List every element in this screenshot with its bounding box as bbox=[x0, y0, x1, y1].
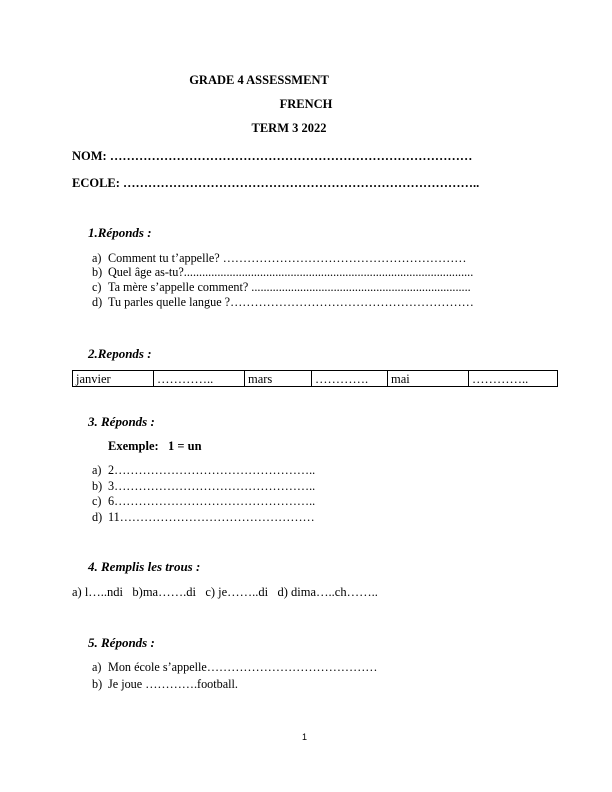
question-text: Je joue ………….football. bbox=[108, 677, 238, 691]
item-label: a) bbox=[92, 251, 102, 265]
item-label: a) bbox=[92, 660, 102, 674]
title-grade: GRADE 4 ASSESSMENT bbox=[189, 73, 329, 87]
ecole-field: ECOLE: ………………………………………………………………………….. bbox=[72, 176, 480, 190]
nom-field: NOM: …………………………………………………………………………… bbox=[72, 149, 473, 163]
item-label: d) bbox=[92, 295, 103, 309]
list-item bbox=[92, 479, 315, 494]
list-item bbox=[92, 265, 473, 280]
table-cell: ………….. bbox=[154, 371, 245, 387]
list-item bbox=[92, 251, 466, 266]
question-text: 2………………………………………….. bbox=[108, 463, 316, 477]
item-label: a) bbox=[92, 463, 102, 477]
list-item bbox=[92, 677, 238, 692]
list-item bbox=[92, 494, 315, 509]
title-subject: FRENCH bbox=[279, 97, 333, 111]
question-text: Mon école s’appelle…………………………………… bbox=[108, 660, 378, 674]
list-item bbox=[92, 660, 377, 675]
title-term: TERM 3 2022 bbox=[251, 121, 327, 135]
item-label: c) bbox=[92, 494, 102, 508]
item-label: b) bbox=[92, 479, 103, 493]
list-item bbox=[92, 295, 474, 310]
table-cell: mai bbox=[388, 371, 469, 387]
months-table bbox=[72, 370, 558, 387]
table-cell: …………. bbox=[312, 371, 388, 387]
section4-heading: 4. Remplis les trous : bbox=[88, 559, 201, 574]
question-text: Tu parles quelle langue ?…………………………………………………… bbox=[108, 295, 474, 309]
question-text: Ta mère s’appelle comment? ........................................................................ bbox=[108, 280, 471, 294]
section5-heading: 5. Réponds : bbox=[88, 635, 155, 650]
question-text: 11………………………………………… bbox=[108, 510, 315, 524]
question-text: 3………………………………………….. bbox=[108, 479, 316, 493]
item-label: b) bbox=[92, 265, 103, 279]
page-number: 1 bbox=[302, 732, 308, 742]
question-text: Comment tu t’appelle? …………………………………………………… bbox=[108, 251, 467, 265]
list-item bbox=[92, 280, 471, 295]
item-label: d) bbox=[92, 510, 103, 524]
list-item bbox=[92, 510, 315, 525]
table-cell: ………….. bbox=[469, 371, 558, 387]
table-cell: mars bbox=[245, 371, 312, 387]
question-text: 6………………………………………….. bbox=[108, 494, 316, 508]
section1-heading: 1.Réponds : bbox=[88, 225, 152, 240]
section2-heading: 2.Reponds : bbox=[88, 346, 152, 361]
question-text: Quel âge as-tu?............................................................................................... bbox=[108, 265, 474, 279]
list-item bbox=[92, 463, 315, 478]
table-cell: janvier bbox=[73, 371, 154, 387]
fill-blanks-line: a) l…..ndi b)ma…….di c) je……..di d) dima…..ch…….. bbox=[72, 585, 378, 599]
item-label: b) bbox=[92, 677, 103, 691]
example-text: Exemple: 1 = un bbox=[108, 439, 202, 453]
section3-heading: 3. Réponds : bbox=[88, 414, 155, 429]
item-label: c) bbox=[92, 280, 102, 294]
